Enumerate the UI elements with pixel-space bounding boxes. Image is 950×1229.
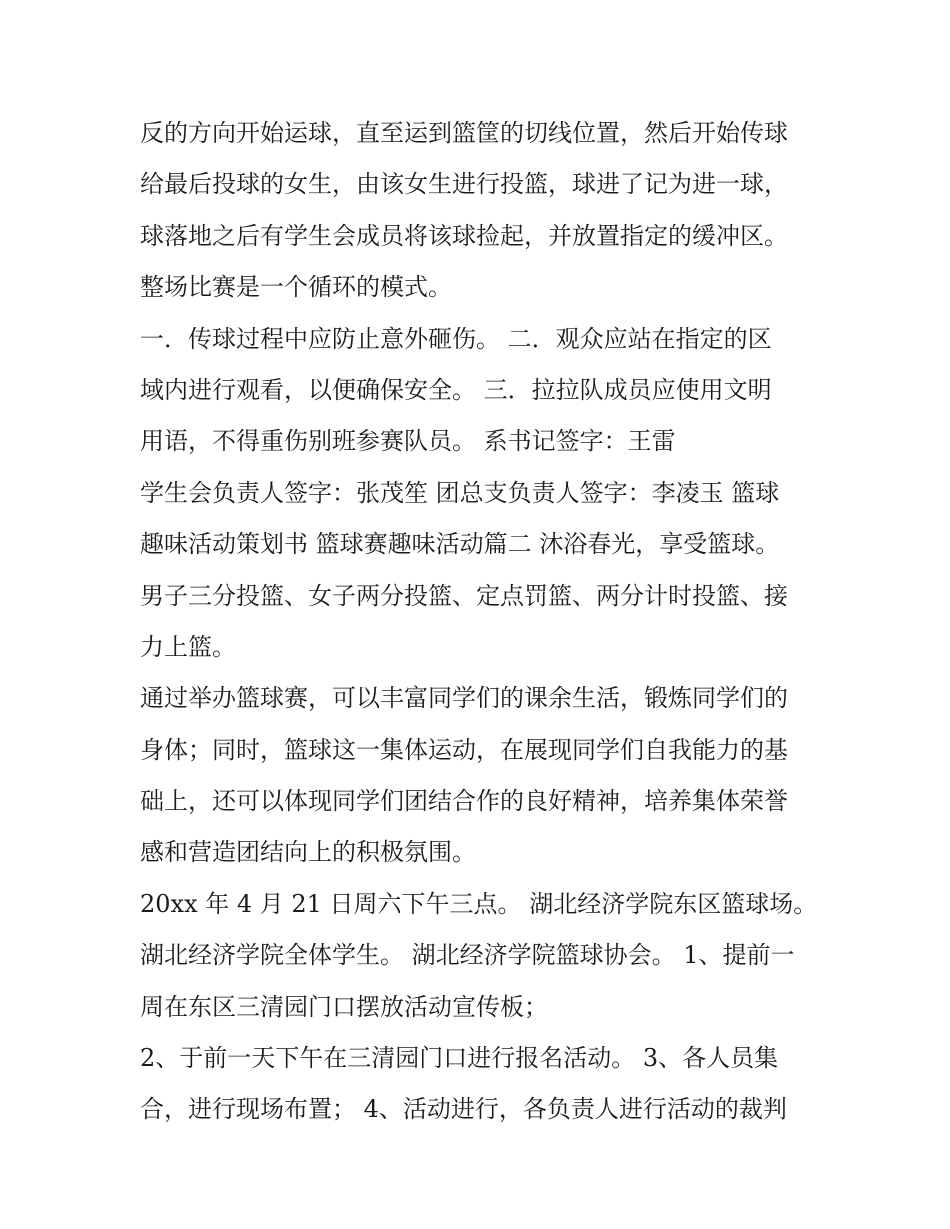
- text-line: 趣味活动策划书 篮球赛趣味活动篇二 沐浴春光，享受篮球。: [140, 530, 780, 559]
- text-line: 反的方向开始运球，直至运到篮筐的切线位置，然后开始传球: [140, 119, 788, 147]
- text-line: 20xx 年 4 月 21 日周六下午三点。 湖北经济学院东区篮球场。: [140, 889, 818, 918]
- text-line: 球落地之后有学生会成员将该球捡起，并放置指定的缓冲区。: [140, 221, 788, 250]
- document-body: [140, 108, 820, 1136]
- text-line: 一．传球过程中应防止意外砸伤。 二．观众应站在指定的区: [140, 324, 772, 353]
- text-line: 男子三分投篮、女子两分投篮、定点罚篮、两分计时投篮、接: [140, 581, 788, 610]
- text-line: 感和营造团结向上的积极氛围。: [140, 838, 476, 867]
- text-line: 通过举办篮球赛，可以丰富同学们的课余生活，锻炼同学们的: [140, 684, 788, 713]
- text-line: 学生会负责人签字：张茂笙 团总支负责人签字：李凌玉 篮球: [140, 478, 780, 507]
- text-line: 整场比赛是一个循环的模式。: [140, 273, 452, 302]
- text-line: 周在东区三清园门口摆放活动宣传板；: [140, 992, 548, 1021]
- text-line: 身体；同时，篮球这一集体运动，在展现同学们自我能力的基: [140, 735, 788, 764]
- text-line: 力上篮。: [140, 632, 236, 661]
- text-line: 2、于前一天下午在三清园门口进行报名活动。 3、各人员集: [140, 1044, 779, 1073]
- text-line: 湖北经济学院全体学生。 湖北经济学院篮球协会。 1、提前一: [140, 941, 795, 970]
- text-line: 给最后投球的女生，由该女生进行投篮，球进了记为进一球，: [140, 170, 788, 199]
- text-line: 合，进行现场布置； 4、活动进行，各负责人进行活动的裁判: [140, 1095, 787, 1124]
- text-line: 域内进行观看，以便确保安全。 三．拉拉队成员应使用文明: [140, 375, 772, 404]
- text-line: 用语，不得重伤别班参赛队员。 系书记签字：王雷: [140, 427, 676, 456]
- text-line: 础上，还可以体现同学们团结合作的良好精神，培养集体荣誉: [140, 787, 788, 816]
